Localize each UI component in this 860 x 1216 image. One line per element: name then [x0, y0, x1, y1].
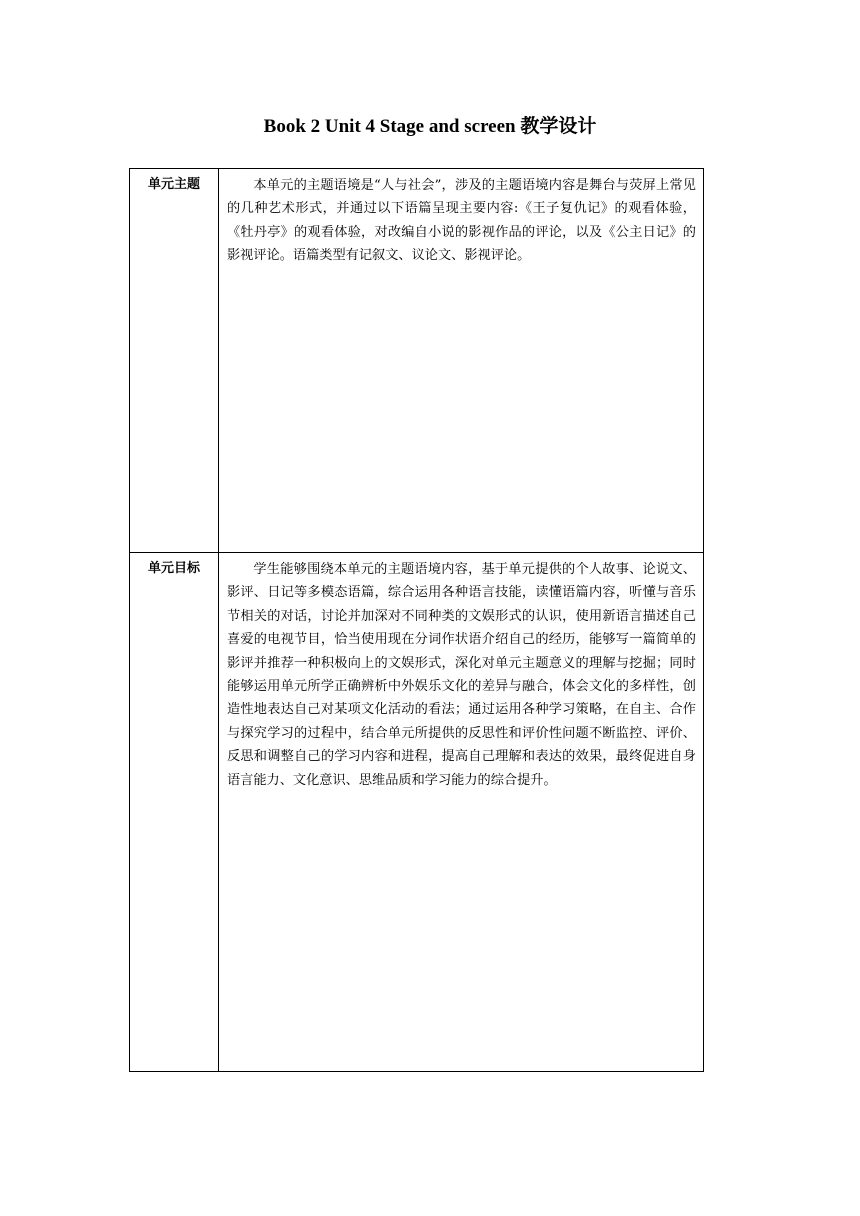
- unit-theme-content: 本单元的主题语境是“人与社会”，涉及的主题语境内容是舞台与荧屏上常见的几种艺术形式，并通过以下语篇呈现主要内容:《王子复仇记》的观看体验，《牡丹亭》的观看体验，对改编自小说的影视作品的评论，以及《公主日记》的影视评论。语篇类型有记叙文、议论文、影视评论。: [227, 178, 696, 264]
- table-row-unit-theme: [130, 169, 704, 553]
- unit-goals-content: 学生能够围绕本单元的主题语境内容，基于单元提供的个人故事、论说文、影评、日记等多模态语篇，综合运用各种语言技能，读懂语篇内容，听懂与音乐节相关的对话，讨论并加深对不同种类的文娱形式的认识，使用新语言描述自己喜爱的电视节目，恰当使用现在分词作状语介绍自己的经历，能够写一篇简单的影评并推荐一种积极向上的文娱形式，深化对单元主题意义的理解与挖掘；同时能够运用单元所学正确辨析中外娱乐文化的差异与融合，体会文化的多样性，创造性地表达自己对某项文化活动的看法；通过运用各种学习策略，在自主、合作与探究学习的过程中，结合单元所提供的反思性和评价性问题不断监控、评价、反思和调整自己的学习内容和进程，提高自己理解和表达的效果，最终促进自身语言能力、文化意识、思维品质和学习能力的综合提升。: [227, 562, 696, 788]
- content-cell-unit-goals: [219, 553, 704, 1072]
- lesson-plan-table: [129, 168, 704, 1072]
- content-cell-unit-theme: [219, 169, 704, 553]
- unit-goals-label: 单元目标: [147, 561, 200, 576]
- table-row-unit-goals: [130, 553, 704, 1072]
- label-cell-unit-goals: [130, 553, 219, 1072]
- label-cell-unit-theme: [130, 169, 219, 553]
- document-title: Book 2 Unit 4 Stage and screen 教学设计: [263, 116, 597, 137]
- unit-theme-label: 单元主题: [147, 177, 200, 192]
